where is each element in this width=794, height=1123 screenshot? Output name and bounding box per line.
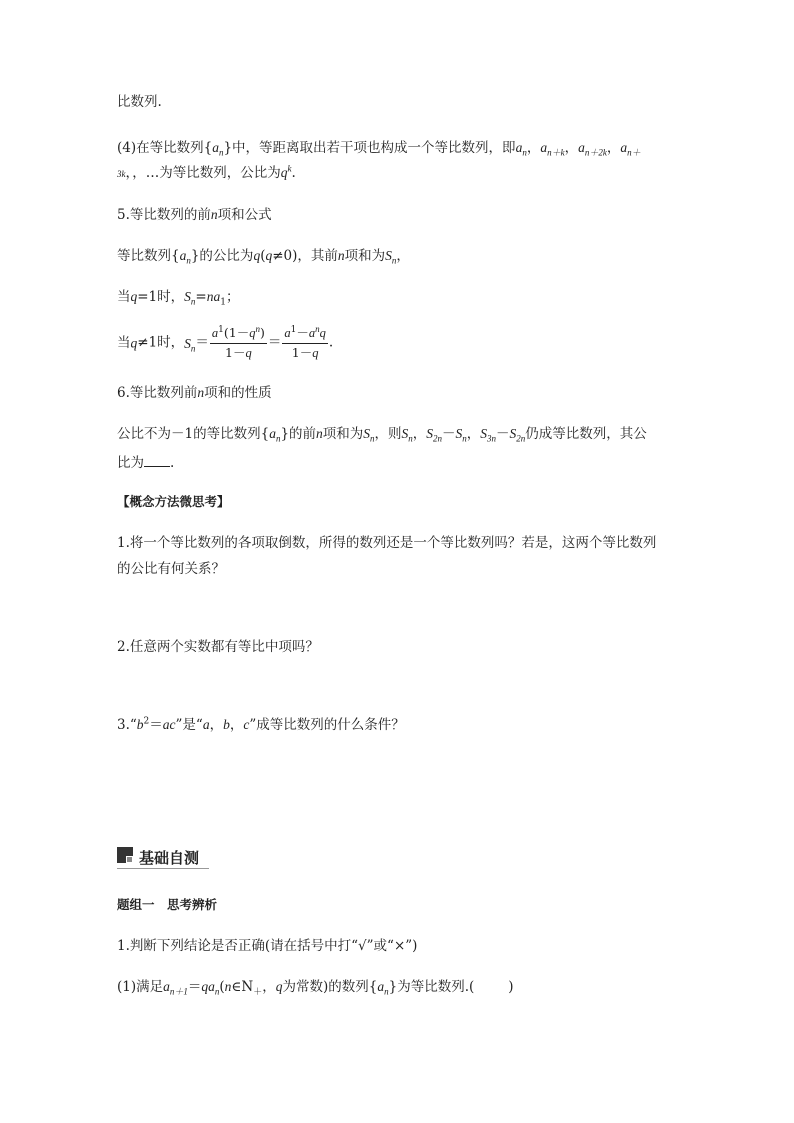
judge-instruction: 1.判断下列结论是否正确(请在括号中打“√”或“×”) [117,938,418,954]
text-line-5: 等比数列$\{a_n\}$的公比为q(q≠0)，其前n项和为$S_n$， [117,248,410,266]
answer-blank [144,454,170,467]
question-3: $3.“b^2=ac$”是“a，b，c”成等比数列的什么条件？ [117,716,405,733]
concept-heading: 【概念方法微思考】 [117,494,230,509]
text-line-1: 比数列. [117,94,162,110]
section-title: 基础自测 [139,849,200,867]
text-line-10: 比为 . [117,455,175,471]
question-1-line-2: 的公比有何关系？ [117,561,225,577]
text-line-2: (4)在等比数列$\{a_n\}$中，等距离取出若干项也构成一个等比数列，即$a_n$，$a_{n+k}$，$a_{n+2k}$，$a_{n+}$ [117,140,641,158]
fraction-2: $\frac{a^1-a^nq}{1-q}$ [284,323,326,360]
fraction-1: $\frac{a^1(1-q^n)}{1-q}$ [211,323,265,360]
text-line-6: 当q=1时，$S_n=na_1$； [117,289,240,308]
heading-5: 5.等比数列的前n项和公式 [117,207,272,223]
heading-6: 6.等比数列前n项和的性质 [117,385,272,401]
group-heading: 题组一 思考辨析 [117,897,218,912]
section-square-icon [117,847,133,863]
question-2: 2.任意两个实数都有等比中项吗？ [117,639,319,655]
judge-item-1: (1)满足$a_{n+1}=qa_n(n\in N_+$，q为常数)的数列$\{a_n\}$为等比数列.( ) [117,979,514,998]
section-header [117,846,209,869]
formula-line: 当q≠1时，$S_n=$ $\frac{a^1(1-q^n)}{1-q}$ ＝ $\frac{a^1-a^nq}{1-q}$ . [117,323,334,360]
text-line-9: 公比不为－1的等比数列$\{a_n\}$的前n项和为$S_n$，则$S_n$，$S_{2n}-S_n$，$S_{3n}-S_{2n}$仍成等比数列，其公 [117,426,647,444]
question-1-line-1: 1.将一个等比数列的各项取倒数，所得的数列还是一个等比数列吗？若是，这两个等比数列 [117,535,657,551]
text-line-3: 3k，，…为等比数列，公比为$q^k$. [117,163,296,181]
